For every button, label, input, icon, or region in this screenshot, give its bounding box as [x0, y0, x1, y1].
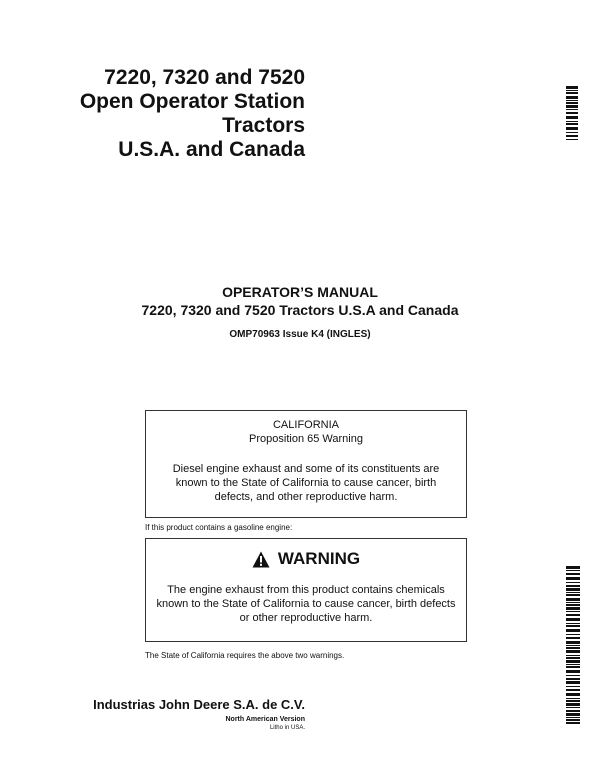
- manual-subtitle: 7220, 7320 and 7520 Tractors U.S.A and Canada: [141, 302, 459, 318]
- manual-code: OMP70963 Issue K4 (INGLES): [229, 329, 371, 340]
- manual-info: [110, 283, 490, 340]
- prop65-state: CALIFORNIA: [272, 419, 339, 431]
- publisher-name: Industrias John Deere S.A. de C.V.: [93, 697, 305, 712]
- barcode-icon: [566, 566, 580, 729]
- warning-triangle-icon: [252, 551, 270, 568]
- cover-title-line: 7220, 7320 and 7520: [104, 66, 305, 89]
- prop65-warning-box: [145, 410, 467, 518]
- cover-title-line: Open Operator Station: [79, 90, 305, 113]
- publisher-litho: Litho in USA.: [269, 725, 305, 731]
- state-requirement-note: The State of California requires the above two warnings.: [145, 651, 345, 660]
- warning-box: [145, 538, 467, 642]
- warning-body: The engine exhaust from this product contains chemicals known to the State of California to cause cancer, birth defects or other reproductive harm.: [156, 584, 456, 624]
- warning-header: [146, 549, 466, 569]
- manual-heading: OPERATOR’S MANUAL: [222, 284, 378, 300]
- prop65-body: Diesel engine exhaust and some of its constituents are known to the State of California to cause cancer, birth defects, and other reproductive harm.: [172, 463, 440, 503]
- gasoline-note: If this product contains a gasoline engine:: [145, 523, 293, 532]
- cover-title-line: U.S.A. and Canada: [118, 138, 305, 161]
- cover-title-line: Tractors: [222, 114, 305, 137]
- prop65-label: Proposition 65 Warning: [249, 433, 363, 445]
- publisher-version: North American Version: [225, 716, 305, 723]
- warning-heading: WARNING: [277, 549, 361, 568]
- barcode-icon: [566, 86, 578, 145]
- cover-title: [80, 66, 305, 162]
- publisher-block: [93, 697, 305, 732]
